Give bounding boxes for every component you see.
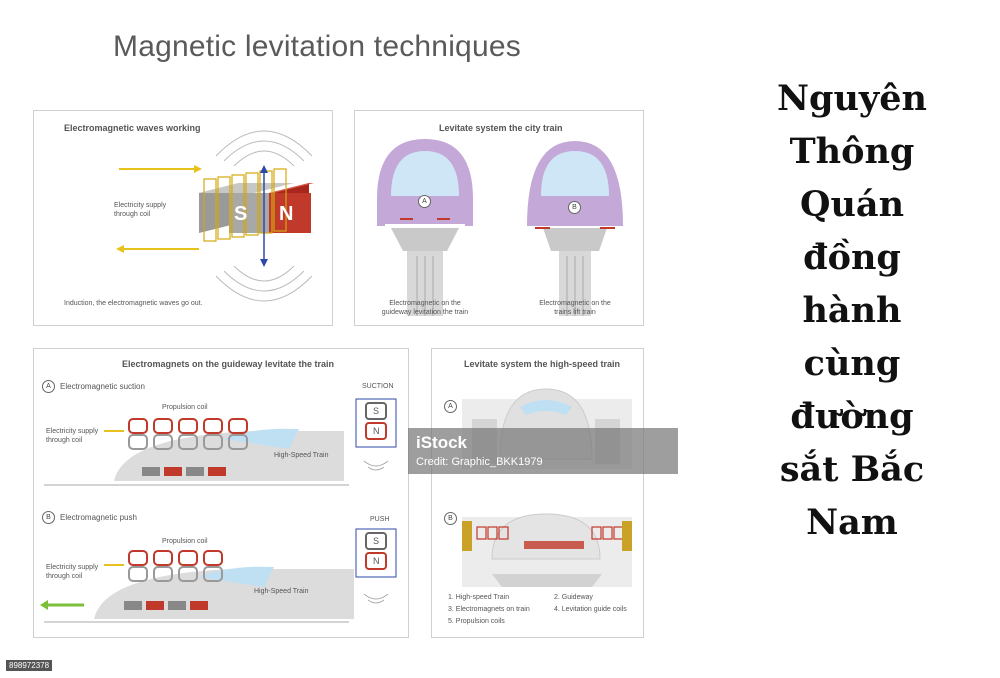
footer-label: Induction, the electromagnetic waves go out. [64,300,203,307]
side-caption: Nguyên Thông Quán đồng hành cùng đường sắt Bắc Nam [777,78,927,543]
caption-a: Electromagnetic on the guideway levitation the train [381,300,469,316]
section-label-suction: Electromagnetic suction [60,382,145,391]
pole-s-label: S [373,406,380,416]
city-train-illustration [355,111,645,327]
supply-label: Electricity supply [46,428,99,435]
marker-b: B [42,511,55,524]
section-label-push: Electromagnetic push [60,513,137,522]
panel-high-speed-train [431,348,644,638]
panel-title: Levitate system the city train [439,123,563,133]
supply-label: Electricity supply [46,564,99,571]
legend-item: 2. Guideway [554,594,593,601]
train-label: High-Speed Train [274,452,329,459]
watermark-credit: Credit: Graphic_BKK1979 [416,456,543,468]
watermark-banner [408,428,678,474]
pole-n-label: N [279,203,294,225]
pole-s-label: S [373,536,380,546]
suction-label: SUCTION [362,383,394,390]
panel-electromagnetic-waves [33,110,333,326]
panel-title: Electromagnets on the guideway levitate the train [122,359,335,369]
legend-item: 4. Levitation guide coils [554,606,627,613]
panel-city-train [354,110,644,326]
pole-s-label: S [234,203,248,225]
supply-label: through coil [46,437,83,444]
marker-b: B [568,201,581,214]
supply-label: through coil [46,573,83,580]
caption-b: Electromagnetic on the trains lift train [539,300,611,316]
supply-label: through coil [114,211,151,218]
push-label: PUSH [370,516,390,523]
panel-guideway-levitation [33,348,409,638]
propulsion-label: Propulsion coil [162,404,208,411]
pole-n-label: N [373,426,380,436]
panel-title: Levitate system the high-speed train [464,359,621,369]
propulsion-label: Propulsion coil [162,538,208,545]
watermark-logo: iStock [416,433,468,452]
guideway-illustration [34,349,410,639]
stock-id-badge: 898972378 [6,660,52,671]
marker-a: A [444,400,457,413]
train-label: High-Speed Train [254,588,309,595]
panel-title: Electromagnetic waves working [64,123,201,133]
legend-item: 1. High-speed Train [448,594,510,601]
marker-a: A [42,380,55,393]
page-title: Magnetic levitation techniques [113,30,521,63]
legend-item: 3. Electromagnets on train [448,606,530,613]
legend-item: 5. Propulsion coils [448,618,505,625]
marker-a: A [418,195,431,208]
pole-n-label: N [373,556,380,566]
supply-label: Electricity supply [114,202,167,209]
marker-b: B [444,512,457,525]
